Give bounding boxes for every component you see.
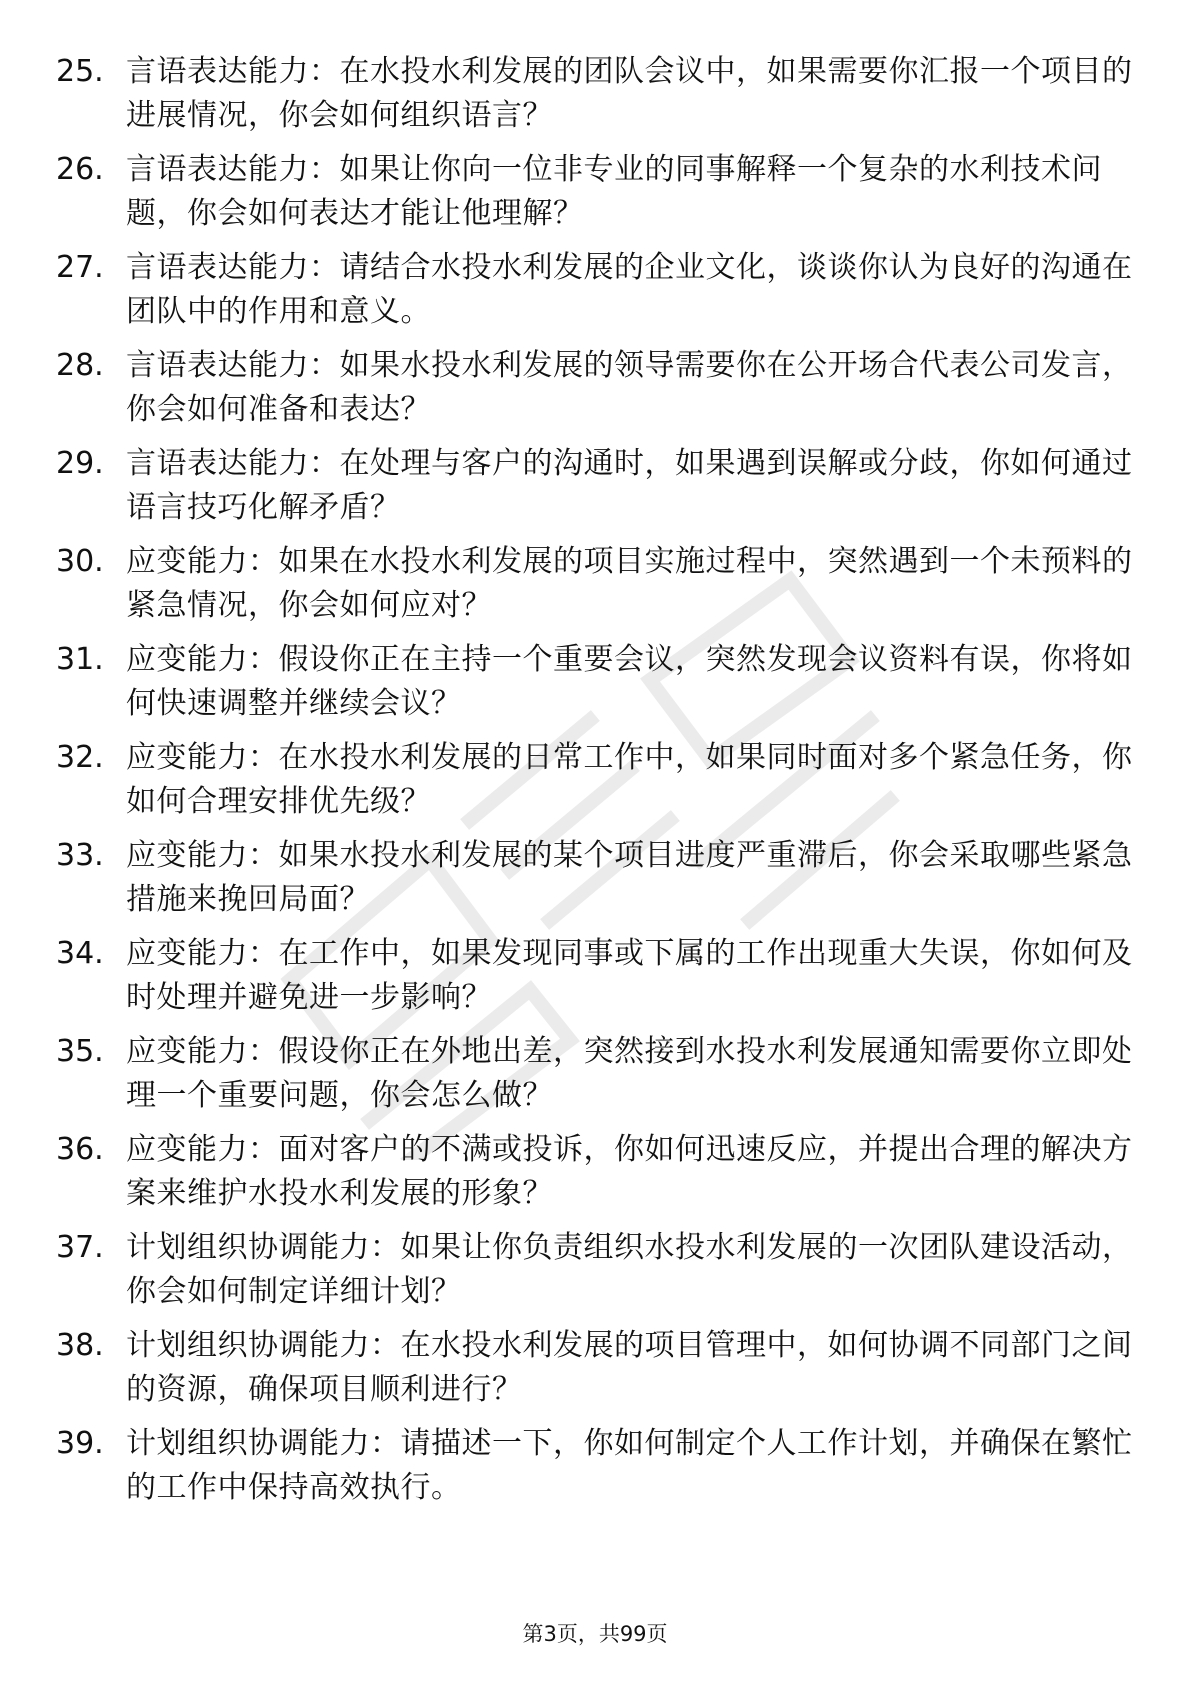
question-text: 应变能力：如果在水投水利发展的项目实施过程中，突然遇到一个未预料的紧急情况，你会如何应对？ [126, 544, 1133, 623]
question-text: 计划组织协调能力：如果让你负责组织水投水利发展的一次团队建设活动，你会如何制定详细计划？ [126, 1230, 1133, 1309]
question-text: 计划组织协调能力：请描述一下，你如何制定个人工作计划，并确保在繁忙的工作中保持高效执行。 [126, 1426, 1133, 1505]
question-item [56, 1030, 1136, 1128]
page-indicator: 第3页，共99页 [522, 1622, 668, 1646]
question-text: 言语表达能力：如果让你向一位非专业的同事解释一个复杂的水利技术问题，你会如何表达才能让他理解？ [126, 152, 1102, 231]
question-number: 38. [56, 1328, 104, 1363]
question-item [56, 50, 1136, 148]
question-number: 39. [56, 1426, 104, 1461]
question-item [56, 246, 1136, 344]
question-item [56, 1128, 1136, 1226]
question-number: 34. [56, 936, 104, 971]
question-item [56, 442, 1136, 540]
question-text: 言语表达能力：如果水投水利发展的领导需要你在公开场合代表公司发言，你会如何准备和表达？ [126, 348, 1133, 427]
question-text: 言语表达能力：请结合水投水利发展的企业文化，谈谈你认为良好的沟通在团队中的作用和意义。 [126, 250, 1133, 329]
question-item [56, 344, 1136, 442]
question-item [56, 834, 1136, 932]
question-number: 30. [56, 544, 104, 579]
question-item [56, 1226, 1136, 1324]
question-item [56, 1324, 1136, 1422]
question-number: 29. [56, 446, 104, 481]
question-number: 27. [56, 250, 104, 285]
question-number: 36. [56, 1132, 104, 1167]
question-number: 33. [56, 838, 104, 873]
question-text: 应变能力：假设你正在主持一个重要会议，突然发现会议资料有误，你将如何快速调整并继续会议？ [126, 642, 1133, 721]
question-number: 28. [56, 348, 104, 383]
question-list [56, 50, 1136, 1520]
question-item [56, 638, 1136, 736]
question-number: 32. [56, 740, 104, 775]
question-item [56, 540, 1136, 638]
question-item [56, 736, 1136, 834]
question-text: 应变能力：如果水投水利发展的某个项目进度严重滞后，你会采取哪些紧急措施来挽回局面？ [126, 838, 1133, 917]
question-number: 35. [56, 1034, 104, 1069]
question-number: 37. [56, 1230, 104, 1265]
question-text: 应变能力：在水投水利发展的日常工作中，如果同时面对多个紧急任务，你如何合理安排优先级？ [126, 740, 1133, 819]
question-item [56, 1422, 1136, 1520]
question-text: 言语表达能力：在水投水利发展的团队会议中，如果需要你汇报一个项目的进展情况，你会如何组织语言？ [126, 54, 1133, 133]
question-number: 26. [56, 152, 104, 187]
question-number: 31. [56, 642, 104, 677]
question-text: 应变能力：在工作中，如果发现同事或下属的工作出现重大失误，你如何及时处理并避免进一步影响？ [126, 936, 1133, 1015]
question-text: 应变能力：面对客户的不满或投诉，你如何迅速反应，并提出合理的解决方案来维护水投水利发展的形象？ [126, 1132, 1133, 1211]
question-text: 应变能力：假设你正在外地出差，突然接到水投水利发展通知需要你立即处理一个重要问题，你会怎么做？ [126, 1034, 1133, 1113]
question-text: 言语表达能力：在处理与客户的沟通时，如果遇到误解或分歧，你如何通过语言技巧化解矛盾？ [126, 446, 1133, 525]
question-number: 25. [56, 54, 104, 89]
question-text: 计划组织协调能力：在水投水利发展的项目管理中，如何协调不同部门之间的资源，确保项目顺利进行？ [126, 1328, 1133, 1407]
question-item [56, 932, 1136, 1030]
question-item [56, 148, 1136, 246]
